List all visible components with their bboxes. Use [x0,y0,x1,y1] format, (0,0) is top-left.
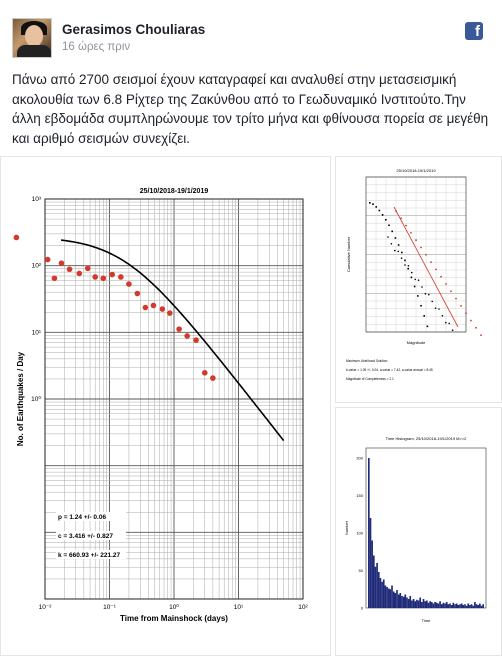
cumulative-point [404,260,406,262]
histogram-bar [456,604,458,609]
histogram-bar [408,599,410,608]
incremental-point [452,329,454,331]
fit-point [395,210,397,212]
y-tick-label: 50 [358,568,363,573]
x-axis-label: Time from Mainshock (days) [120,614,228,623]
x-axis-label: Magnitude [406,340,426,345]
histogram-bar [378,572,380,608]
histogram-bar [426,601,428,609]
histogram-bar [471,604,473,608]
fit-point [400,217,402,219]
histogram-bar [482,604,484,608]
post-time[interactable]: 16 ώρες πριν [62,41,131,53]
histogram-bar [448,604,450,608]
incremental-point [445,322,447,324]
histogram-bar [409,596,411,608]
histogram-bar [375,567,377,608]
histogram-bar [438,604,440,609]
histogram-bar [449,604,451,609]
cumulative-point [379,210,381,212]
data-point [14,235,20,241]
incremental-point [431,301,433,303]
y-tick-label: 100 [356,530,363,536]
gutenberg-richter-chart [336,157,502,404]
fit-point [405,225,407,227]
histogram-bar [383,580,385,609]
fit-point [440,276,442,278]
cumulative-point [385,219,387,221]
y-tick-label: 10² [31,262,41,270]
histogram-bar [414,601,416,608]
y-tick-label: 10³ [31,196,41,203]
histogram-bar [474,602,476,608]
cumulative-point [388,225,390,227]
avatar[interactable] [12,18,52,58]
histogram-bar [413,599,415,608]
caption-line: Maximum Likelihood Solution [346,359,388,363]
incremental-point [425,293,427,295]
data-point [100,275,106,281]
incremental-point [387,236,389,238]
histogram-bar [472,606,474,608]
cumulative-point [414,286,416,288]
histogram-bar [403,597,405,608]
histogram-bar [476,604,478,608]
histogram-bar [431,602,433,608]
data-point [176,326,182,332]
histogram-bar [453,603,455,608]
histogram-bar [399,593,401,608]
cumulative-point [398,244,400,246]
caption-line: Magnitude of Completeness = 2.1 [346,377,394,381]
histogram-bar [398,595,400,609]
fit-point [470,320,472,322]
histogram-bar [457,605,459,608]
histogram-bar [444,604,446,609]
histogram-bar [376,563,378,608]
histogram-bar [459,604,461,608]
data-point [184,333,190,339]
y-tick-label: 0 [360,605,363,611]
x-tick-label: 10¹ [233,604,244,611]
cumulative-point [407,268,409,270]
data-point [126,281,132,287]
histogram-bar [404,595,406,609]
incremental-point [428,294,430,296]
histogram-bar [421,602,423,608]
time-histogram-image[interactable] [335,407,502,656]
histogram-bar [390,589,392,608]
histogram-bar [428,603,430,608]
histogram-bar [441,604,443,608]
data-point [85,266,91,272]
histogram-bar [479,604,481,609]
fit-point [445,283,447,285]
histogram-bar [391,586,393,609]
histogram-bar [469,605,471,608]
x-tick-label: 10⁻¹ [103,604,116,611]
omori-chart-image[interactable] [0,156,331,656]
author-name[interactable]: Gerasimos Chouliaras [62,22,206,37]
cumulative-point [375,206,377,208]
histogram-bar [370,518,372,608]
caption-line: b-value = 1.05 +/- 0.04, a-value = 7.42, a-value annual = 8.45 [346,368,433,372]
data-point [167,310,173,316]
incremental-point [414,279,416,281]
histogram-bar [423,599,425,608]
data-point [118,274,124,280]
incremental-point [394,250,396,252]
data-point [67,266,73,272]
histogram-bar [411,601,413,609]
y-tick-label: 10⁰ [31,396,41,403]
histogram-bar [416,600,418,608]
cumulative-point [401,252,403,254]
histogram-bar [393,592,395,609]
histogram-bar [477,605,479,608]
fit-point [475,327,477,329]
post-text: Πάνω από 2700 σεισμοί έχουν καταγραφεί και αναλυθεί στην μετασεισμική ακολουθία των 6.8 Ρίχτερ της Ζακύνθου από το Γεωδυναμικό Ινστιτούτο.Την άλλη εβδομάδα συμπληρώνουμε τον τρίτο μήνα και φθίνουσα πορεία σε μεγέθη και αριθμό σεισμών συνεχίζει. [12,72,489,146]
histogram-bar [401,596,403,608]
histogram-bar [396,590,398,608]
incremental-point [391,243,393,245]
incremental-point [418,279,420,281]
chart-title: 25/10/2018-19/1/2019 [139,188,209,195]
histogram-bar [433,604,435,609]
fit-point [410,232,412,234]
cumulative-point [411,277,413,279]
y-tick-label: 150 [356,493,363,498]
x-axis-label: Time [421,618,431,623]
histogram-bar [395,593,397,608]
histogram-bar [454,604,456,608]
fit-point [435,269,437,271]
histogram-bar [466,606,468,608]
x-tick-label: 10⁰ [169,604,179,611]
x-tick-label: 10⁻² [38,604,52,611]
incremental-point [404,264,406,266]
omori-fit-curve [61,240,284,441]
histogram-bar [381,582,383,608]
fit-annotation: c = 3.416 +/- 0.827 [58,533,113,540]
incremental-point [401,257,403,259]
incremental-point [435,307,437,309]
fit-point [425,254,427,256]
fit-point [430,261,432,263]
histogram-bar [418,601,420,609]
cumulative-point [369,202,371,204]
cumulative-point [382,214,384,216]
cumulative-point [420,305,422,307]
histogram-bar [386,587,388,608]
data-point [202,370,208,376]
incremental-point [397,251,399,253]
histogram-bar [461,604,463,609]
fit-point [455,298,457,300]
x-tick-label: 10² [298,604,308,611]
histogram-bar [424,601,426,608]
omori-chart [1,157,332,657]
data-point [210,375,216,381]
histogram-bar [481,606,483,608]
chart-title: Time Histogram, 25/10/2018-19/1/2019 M>=2 [385,436,467,441]
data-point [151,303,157,309]
data-point [76,271,82,277]
histogram-bar [371,541,373,609]
histogram-bar [451,605,453,608]
cumulative-point [372,203,374,205]
fit-point [450,290,452,292]
gutenberg-richter-image[interactable] [335,156,502,403]
fit-annotation: k = 660.93 +/- 221.27 [58,552,121,559]
fit-point [415,239,417,241]
histogram-bar [388,589,390,609]
data-point [92,274,98,280]
y-axis-label: Cumulative Number [346,236,351,273]
facebook-icon[interactable]: f [465,22,483,40]
histogram-bar [385,586,387,609]
y-axis-label: Number [344,520,349,536]
histogram-bar [467,604,469,609]
cumulative-point [395,237,397,239]
histogram-bar [464,604,466,608]
incremental-point [442,315,444,317]
time-histogram-chart [336,408,502,657]
histogram-bar [446,602,448,608]
data-point [193,337,199,343]
fit-point [465,312,467,314]
cumulative-point [391,231,393,233]
histogram-bar [429,601,431,608]
histogram-bar [373,556,375,609]
data-point [160,306,166,312]
data-point [135,291,141,297]
incremental-point [411,272,413,274]
histogram-bar [443,603,445,608]
chart-title: 25/10/2018-19/1/2019 [396,168,436,173]
data-point [143,305,149,311]
data-point [52,275,58,281]
data-point [59,260,65,266]
histogram-bar [380,578,382,608]
data-point [109,272,115,278]
histogram-bar [436,603,438,608]
histogram-bar [406,598,408,609]
incremental-point [438,308,440,310]
histogram-bar [368,458,370,608]
y-axis-label: No. of Earthquakes / Day [16,351,25,447]
incremental-point [421,286,423,288]
cumulative-point [427,326,429,328]
fit-point [420,247,422,249]
incremental-point [448,323,450,325]
incremental-point [408,265,410,267]
histogram-bar [434,602,436,608]
histogram-bar [419,598,421,609]
y-tick-label: 200 [356,455,363,461]
cumulative-point [423,315,425,317]
histogram-bar [439,601,441,608]
data-point [45,257,51,263]
cumulative-point [417,295,419,297]
histogram-bar [462,605,464,608]
fit-point [460,305,462,307]
fit-annotation: p = 1.24 +/- 0.06 [58,514,107,521]
y-tick-label: 10¹ [31,329,41,337]
fit-point [480,334,482,336]
